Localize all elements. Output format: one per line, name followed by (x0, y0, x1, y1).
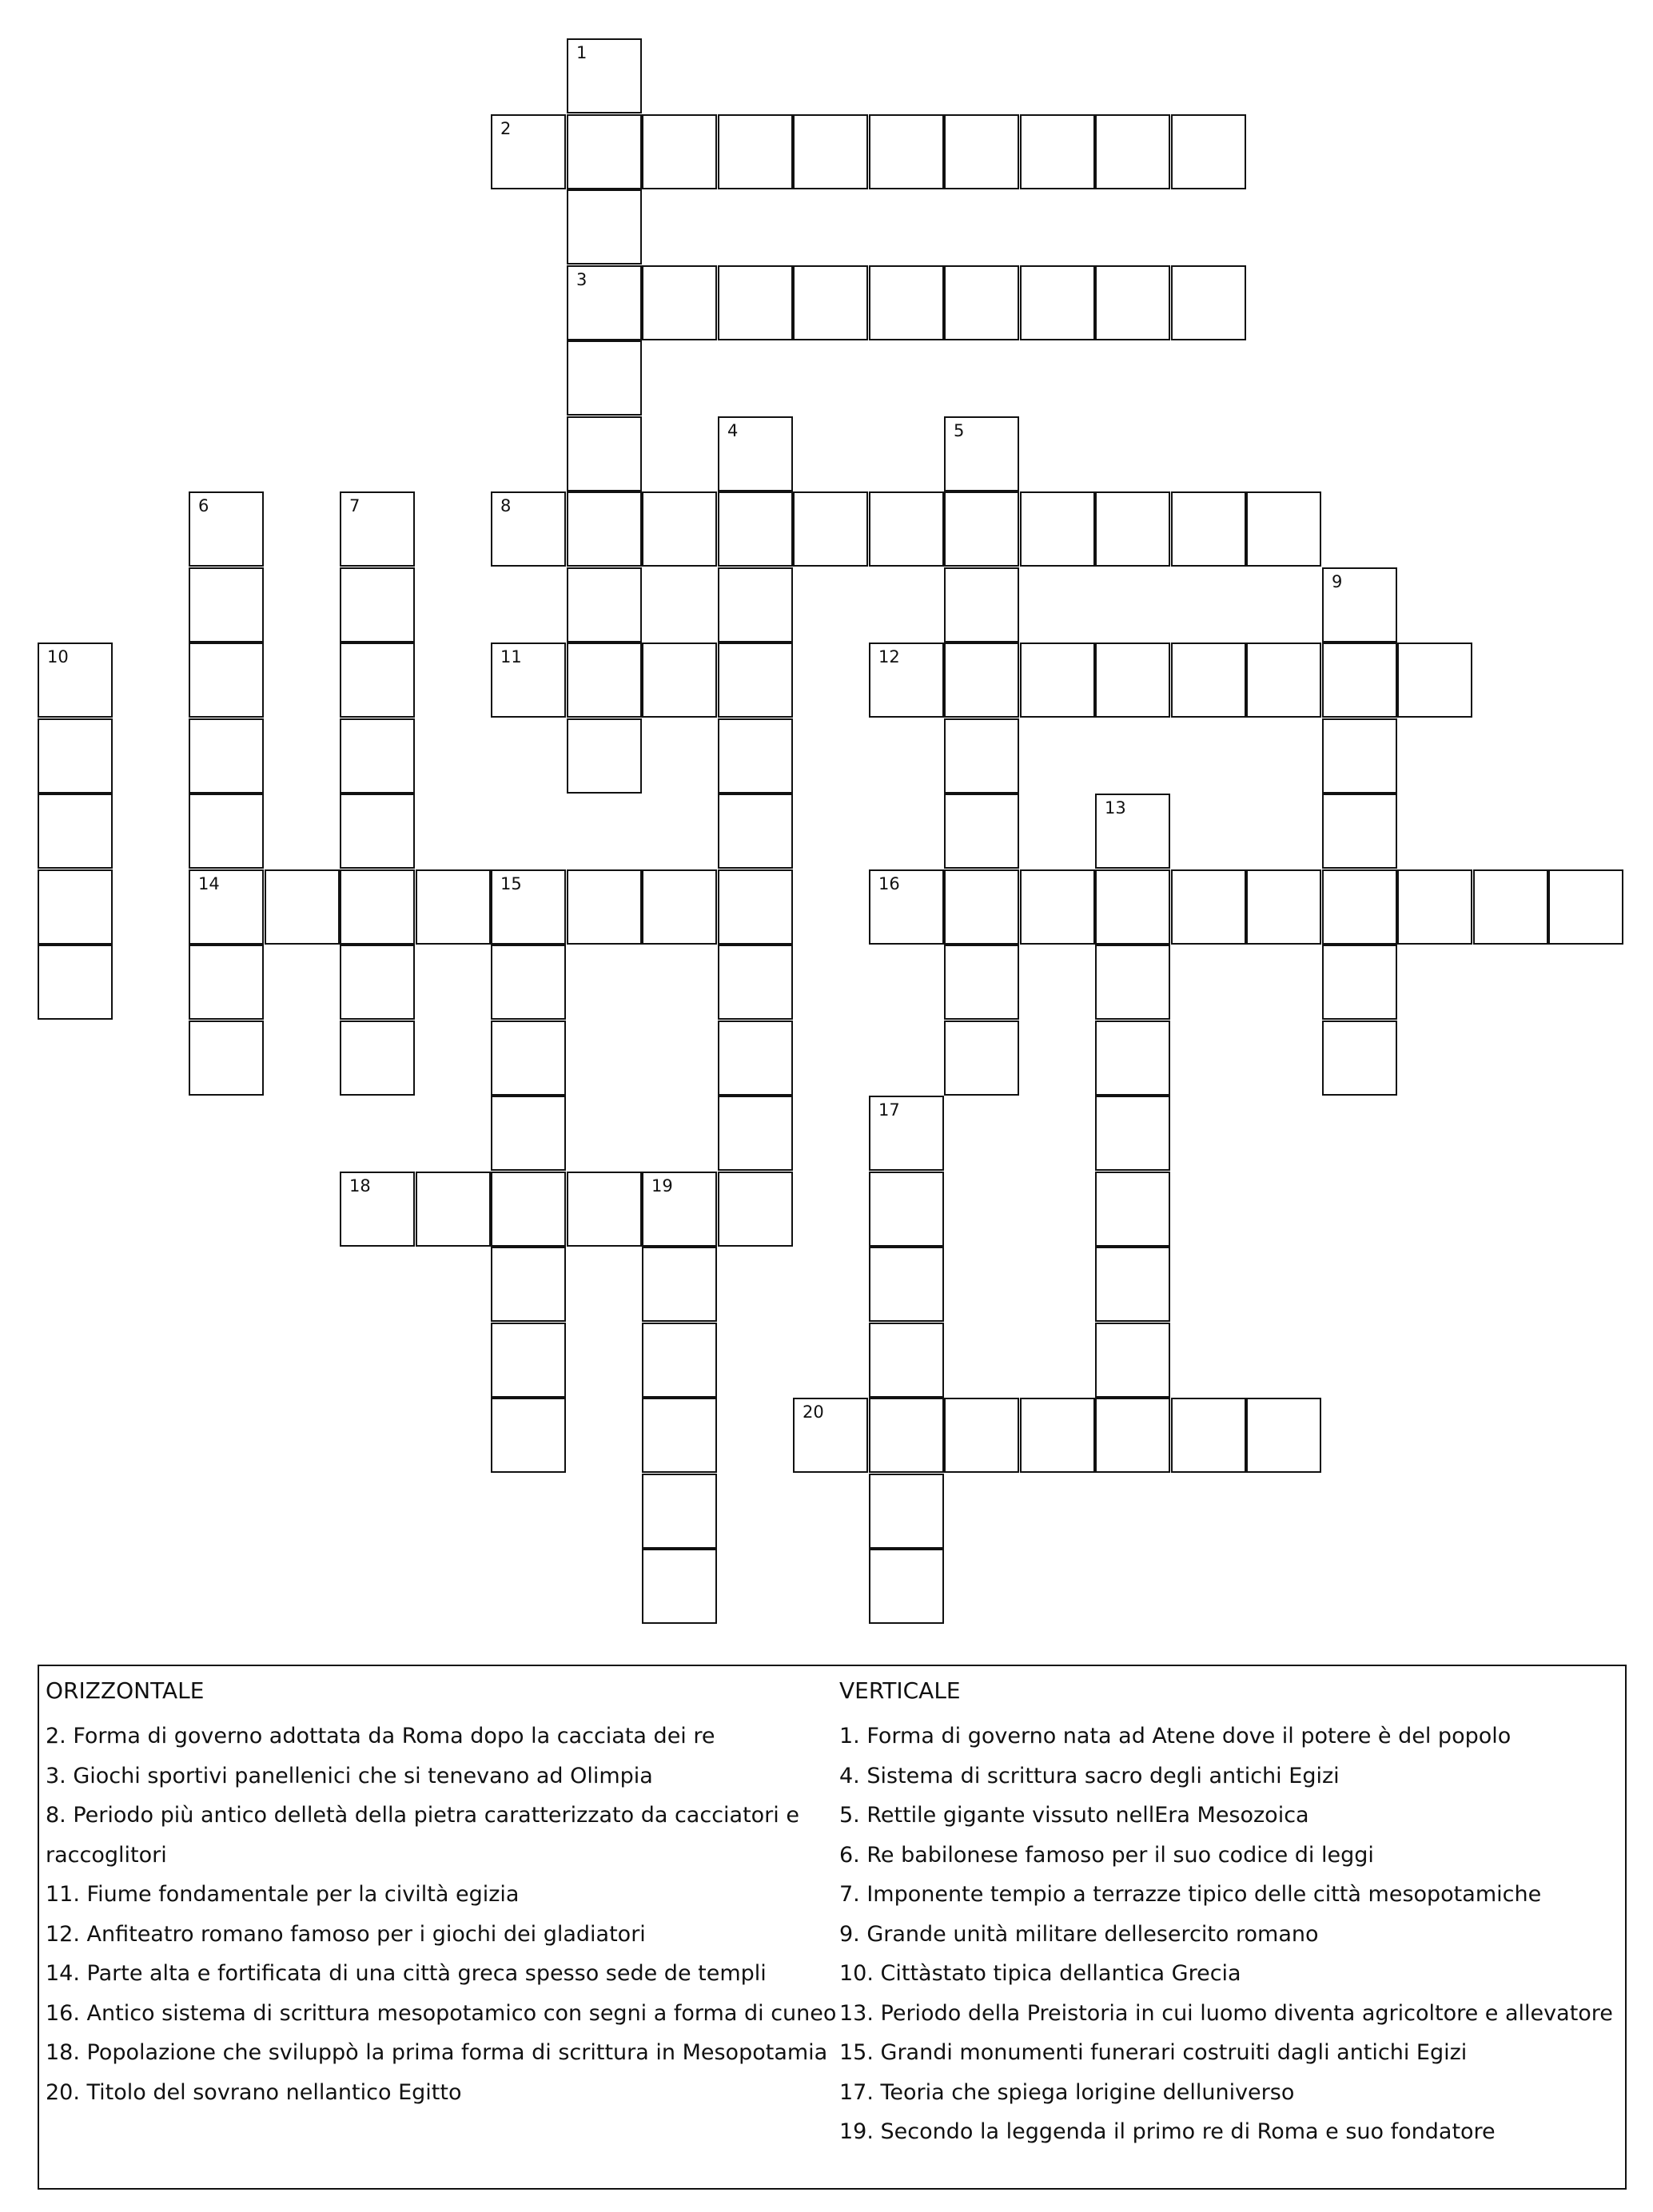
down-clue: 10. Cittàstato tipica dellantica Grecia (839, 1961, 1241, 1986)
crossword-cell[interactable] (1095, 1323, 1170, 1398)
clue-number: 8 (500, 496, 512, 515)
crossword-cell[interactable] (1171, 1398, 1246, 1473)
crossword-cell[interactable] (944, 491, 1019, 567)
crossword-cell[interactable] (189, 869, 264, 945)
crossword-cell[interactable] (189, 718, 264, 794)
clue-number: 12 (878, 647, 900, 666)
crossword-cell[interactable] (1246, 643, 1321, 718)
crossword-cell[interactable] (1095, 1172, 1170, 1247)
crossword-cell[interactable] (340, 1020, 415, 1096)
clue-number: 6 (198, 496, 209, 515)
clue-number: 15 (500, 874, 522, 893)
crossword-cell[interactable] (491, 1247, 566, 1322)
crossword-cell[interactable] (340, 491, 415, 567)
down-heading: VERTICALE (839, 1677, 961, 1704)
crossword-cell[interactable] (1095, 1096, 1170, 1171)
crossword-cell[interactable] (1020, 114, 1095, 189)
crossword-cell[interactable] (491, 869, 566, 945)
crossword-cell[interactable] (567, 189, 642, 265)
crossword-cell[interactable] (1322, 869, 1397, 945)
crossword-cell[interactable] (642, 1549, 717, 1624)
crossword-cell[interactable] (718, 1020, 793, 1096)
crossword-cell[interactable] (1171, 643, 1246, 718)
down-clue: 6. Re babilonese famoso per il suo codice di leggi (839, 1842, 1374, 1868)
crossword-cell[interactable] (340, 945, 415, 1020)
crossword-cell[interactable] (567, 491, 642, 567)
crossword-cell[interactable] (38, 643, 113, 718)
crossword-cell[interactable] (793, 114, 868, 189)
clue-number: 2 (500, 119, 512, 138)
crossword-cell[interactable] (718, 869, 793, 945)
crossword-cell[interactable] (491, 1096, 566, 1171)
crossword-cell[interactable] (793, 1398, 868, 1473)
crossword-cell[interactable] (793, 265, 868, 340)
crossword-cell[interactable] (1095, 491, 1170, 567)
crossword-cell[interactable] (1171, 114, 1246, 189)
crossword-cell[interactable] (642, 1172, 717, 1247)
crossword-cell[interactable] (869, 869, 944, 945)
clue-number: 16 (878, 874, 900, 893)
across-clue: 20. Titolo del sovrano nellantico Egitto (46, 2079, 462, 2105)
across-clue: 11. Fiume fondamentale per la civiltà egizia (46, 1882, 520, 1907)
crossword-cell[interactable] (718, 491, 793, 567)
across-clue: 16. Antico sistema di scrittura mesopotamico con segni a forma di cuneo (46, 2000, 837, 2026)
crossword-cell[interactable] (1095, 1020, 1170, 1096)
crossword-cell[interactable] (718, 265, 793, 340)
crossword-cell[interactable] (944, 869, 1019, 945)
crossword-cell[interactable] (1020, 1398, 1095, 1473)
across-clue: 14. Parte alta e fortificata di una città greca spesso sede de templi (46, 1961, 767, 1986)
crossword-cell[interactable] (944, 265, 1019, 340)
crossword-cell[interactable] (944, 567, 1019, 643)
crossword-cell[interactable] (718, 643, 793, 718)
crossword-cell[interactable] (491, 1398, 566, 1473)
crossword-cell[interactable] (1548, 869, 1623, 945)
crossword-cell[interactable] (869, 1247, 944, 1322)
down-clue: 13. Periodo della Preistoria in cui luomo diventa agricoltore e allevatore (839, 2000, 1613, 2026)
crossword-cell[interactable] (567, 869, 642, 945)
clue-number: 20 (803, 1402, 824, 1422)
crossword-cell[interactable] (869, 491, 944, 567)
crossword-cell[interactable] (1020, 869, 1095, 945)
crossword-cell[interactable] (416, 869, 491, 945)
crossword-cell[interactable] (718, 1172, 793, 1247)
crossword-cell[interactable] (1322, 945, 1397, 1020)
crossword-cell[interactable] (340, 567, 415, 643)
down-clue: 17. Teoria che spiega lorigine delluniverso (839, 2079, 1295, 2105)
crossword-cell[interactable] (491, 1020, 566, 1096)
crossword-cell[interactable] (642, 1398, 717, 1473)
crossword-cell[interactable] (869, 114, 944, 189)
clue-number: 1 (576, 43, 588, 62)
across-clue: 3. Giochi sportivi panellenici che si tenevano ad Olimpia (46, 1763, 653, 1788)
clue-number: 11 (500, 647, 522, 666)
crossword-cell[interactable] (567, 340, 642, 416)
crossword-cell[interactable] (869, 1323, 944, 1398)
crossword-cell[interactable] (642, 265, 717, 340)
crossword-cell[interactable] (1322, 794, 1397, 869)
crossword-cell[interactable] (567, 265, 642, 340)
clue-number: 3 (576, 270, 588, 289)
crossword-cell[interactable] (642, 491, 717, 567)
crossword-cell[interactable] (38, 718, 113, 794)
crossword-cell[interactable] (642, 1474, 717, 1549)
crossword-cell[interactable] (1322, 718, 1397, 794)
crossword-cell[interactable] (944, 416, 1019, 491)
crossword-cell[interactable] (1322, 567, 1397, 643)
crossword-cell[interactable] (1171, 869, 1246, 945)
across-clue: 12. Anfiteatro romano famoso per i giochi dei gladiatori (46, 1921, 646, 1947)
crossword-cell[interactable] (944, 718, 1019, 794)
crossword-cell[interactable] (38, 945, 113, 1020)
crossword-cell[interactable] (869, 1549, 944, 1624)
across-heading: ORIZZONTALE (46, 1677, 205, 1704)
crossword-cell[interactable] (189, 491, 264, 567)
crossword-cell[interactable] (189, 945, 264, 1020)
clue-number: 9 (1332, 572, 1343, 591)
crossword-cell[interactable] (1397, 869, 1472, 945)
clue-number: 10 (47, 647, 69, 666)
crossword-cell[interactable] (567, 416, 642, 491)
crossword-cell[interactable] (642, 1323, 717, 1398)
crossword-cell[interactable] (567, 114, 642, 189)
clue-number: 13 (1105, 798, 1126, 818)
down-clue: 19. Secondo la leggenda il primo re di Roma e suo fondatore (839, 2119, 1496, 2144)
crossword-cell[interactable] (491, 945, 566, 1020)
crossword-cell[interactable] (718, 416, 793, 491)
crossword-cell[interactable] (869, 1398, 944, 1473)
crossword-cell[interactable] (1397, 643, 1472, 718)
crossword-cell[interactable] (1095, 869, 1170, 945)
crossword-cell[interactable] (340, 718, 415, 794)
across-clue: 8. Periodo più antico delletà della pietra caratterizzato da cacciatori e raccoglitori (46, 1803, 799, 1868)
crossword-cell[interactable] (567, 718, 642, 794)
crossword-cell[interactable] (1473, 869, 1548, 945)
down-clue: 5. Rettile gigante vissuto nellEra Mesozoica (839, 1803, 1309, 1828)
crossword-cell[interactable] (491, 1323, 566, 1398)
clue-number: 5 (954, 421, 965, 440)
clue-number: 7 (349, 496, 360, 515)
crossword-cell[interactable] (718, 1096, 793, 1171)
crossword-cell[interactable] (944, 1398, 1019, 1473)
across-clue: 2. Forma di governo adottata da Roma dopo la cacciata dei re (46, 1724, 715, 1749)
crossword-cell[interactable] (1171, 491, 1246, 567)
crossword-cell[interactable] (718, 945, 793, 1020)
crossword-cell[interactable] (491, 114, 566, 189)
across-clue: 18. Popolazione che sviluppò la prima forma di scrittura in Mesopotamia (46, 2040, 828, 2065)
crossword-cell[interactable] (718, 567, 793, 643)
clues-box (38, 1665, 1627, 2190)
crossword-cell[interactable] (189, 643, 264, 718)
crossword-cell[interactable] (869, 1096, 944, 1171)
crossword-cell[interactable] (189, 567, 264, 643)
crossword-cell[interactable] (38, 794, 113, 869)
crossword-cell[interactable] (189, 794, 264, 869)
crossword-cell[interactable] (718, 794, 793, 869)
crossword-cell[interactable] (642, 114, 717, 189)
crossword-cell[interactable] (1020, 491, 1095, 567)
down-clue: 4. Sistema di scrittura sacro degli antichi Egizi (839, 1763, 1340, 1788)
crossword-cell[interactable] (944, 643, 1019, 718)
crossword-cell[interactable] (38, 869, 113, 945)
crossword-cell[interactable] (1095, 114, 1170, 189)
crossword-cell[interactable] (340, 643, 415, 718)
crossword-cell[interactable] (567, 567, 642, 643)
clue-number: 14 (198, 874, 220, 893)
down-clue-list (839, 1717, 1623, 2152)
crossword-cell[interactable] (491, 643, 566, 718)
crossword-cell[interactable] (944, 945, 1019, 1020)
crossword-cell[interactable] (1322, 1020, 1397, 1096)
down-clue: 1. Forma di governo nata ad Atene dove il potere è del popolo (839, 1724, 1512, 1749)
crossword-cell[interactable] (642, 643, 717, 718)
crossword-cell[interactable] (869, 1172, 944, 1247)
crossword-cell[interactable] (869, 643, 944, 718)
down-clue: 9. Grande unità militare dellesercito romano (839, 1921, 1319, 1947)
crossword-cell[interactable] (869, 265, 944, 340)
crossword-cell[interactable] (340, 794, 415, 869)
crossword-cell[interactable] (265, 869, 340, 945)
crossword-cell[interactable] (1246, 1398, 1321, 1473)
down-clue: 7. Imponente tempio a terrazze tipico delle città mesopotamiche (839, 1882, 1542, 1907)
crossword-cell[interactable] (718, 718, 793, 794)
crossword-cell[interactable] (491, 491, 566, 567)
crossword-cell[interactable] (340, 1172, 415, 1247)
crossword-cell[interactable] (1322, 643, 1397, 718)
crossword-cell[interactable] (567, 38, 642, 113)
clue-number: 4 (727, 421, 739, 440)
crossword-cell[interactable] (1095, 1247, 1170, 1322)
clue-number: 17 (878, 1100, 900, 1120)
crossword-cell[interactable] (491, 1172, 566, 1247)
crossword-cell[interactable] (1095, 794, 1170, 869)
crossword-cell[interactable] (1095, 643, 1170, 718)
crossword-cell[interactable] (340, 869, 415, 945)
crossword-cell[interactable] (1095, 265, 1170, 340)
crossword-cell[interactable] (869, 1474, 944, 1549)
across-clue-list (46, 1717, 861, 2112)
clue-number: 18 (349, 1176, 371, 1196)
crossword-cell[interactable] (944, 1020, 1019, 1096)
clue-number: 19 (651, 1176, 673, 1196)
crossword-cell[interactable] (642, 869, 717, 945)
crossword-cell[interactable] (189, 1020, 264, 1096)
crossword-cell[interactable] (416, 1172, 491, 1247)
crossword-cell[interactable] (793, 491, 868, 567)
crossword-cell[interactable] (1171, 265, 1246, 340)
crossword-cell[interactable] (1095, 1398, 1170, 1473)
crossword-cell[interactable] (1020, 643, 1095, 718)
crossword-cell[interactable] (1246, 869, 1321, 945)
crossword-cell[interactable] (567, 643, 642, 718)
crossword-cell[interactable] (1246, 491, 1321, 567)
crossword-cell[interactable] (567, 1172, 642, 1247)
crossword-cell[interactable] (718, 114, 793, 189)
crossword-cell[interactable] (642, 1247, 717, 1322)
crossword-cell[interactable] (1095, 945, 1170, 1020)
crossword-cell[interactable] (944, 794, 1019, 869)
crossword-cell[interactable] (1020, 265, 1095, 340)
down-clue: 15. Grandi monumenti funerari costruiti dagli antichi Egizi (839, 2040, 1468, 2065)
crossword-cell[interactable] (944, 114, 1019, 189)
